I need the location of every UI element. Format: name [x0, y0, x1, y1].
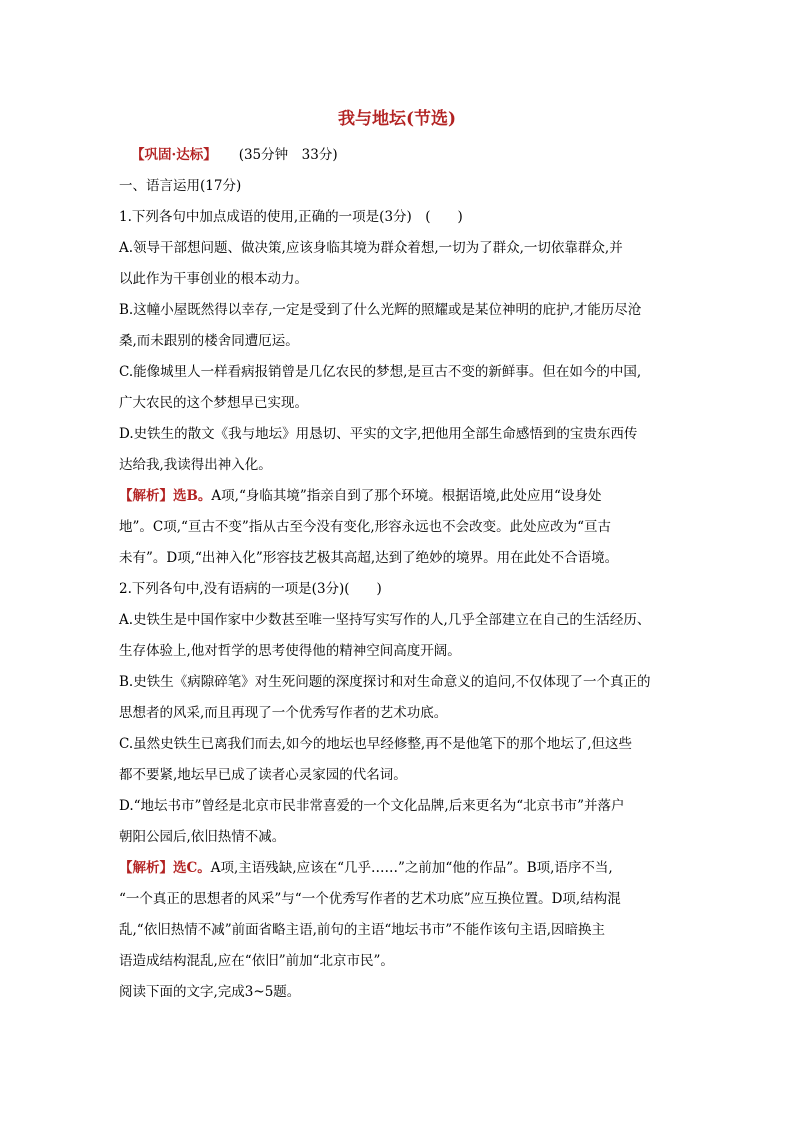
q1-analysis-label: 【解析】选B。	[119, 488, 212, 504]
q2-analysis-label: 【解析】选C。	[119, 860, 211, 876]
q1-option-b-line1: B.这幢小屋既然得以幸存,一定是受到了什么光辉的照耀或是某位神明的庇护,才能历尽沧	[119, 302, 642, 318]
q2-analysis-line1	[119, 858, 613, 878]
q1-option-d-line1: D.史铁生的散文《我与地坛》用恳切、平实的文字,把他用全部生命感悟到的宝贵东西传	[119, 426, 638, 442]
q2-option-c-line1: C.虽然史铁生已离我们而去,如今的地坛也早经修整,再不是他笔下的那个地坛了,但这些	[119, 736, 633, 752]
q2-analysis-text: A项,主语残缺,应该在“几乎……”之前加“他的作品”。B项,语序不当,	[210, 860, 613, 876]
q1-analysis-line2: 地”。C项,“亘古不变”指从古至今没有变化,形容永远也不会改变。此处应改为“亘古	[119, 519, 612, 535]
q2-option-c-line2: 都不要紧,地坛早已成了读者心灵家园的代名词。	[119, 767, 407, 783]
q1-option-a-line2: 以此作为干事创业的根本动力。	[119, 271, 308, 287]
q1-option-b-line2: 桑,而未跟别的楼舍同遭厄运。	[119, 333, 299, 349]
q1-option-c-line2: 广大农民的这个梦想早已实现。	[119, 395, 308, 411]
q2-analysis-line2: “一个真正的思想者的风采”与“一个优秀写作者的艺术功底”应互换位置。D项,结构混	[119, 891, 621, 907]
q1-option-a-line1: A.领导干部想问题、做决策,应该身临其境为群众着想,一切为了群众,一切依靠群众,并	[119, 240, 623, 256]
section-header	[131, 145, 338, 165]
q2-option-b-line1: B.史铁生《病隙碎笔》对生死问题的深度探讨和对生命意义的追问,不仅体现了一个真正的	[119, 674, 651, 690]
q2-option-a-line1: A.史铁生是中国作家中少数甚至唯一坚持写实写作的人,几乎全部建立在自己的生活经历、	[119, 612, 651, 628]
q1-option-c-line1: C.能像城里人一样看病报销曾是几亿农民的梦想,是亘古不变的新鲜事。但在如今的中国,	[119, 364, 642, 380]
q2-option-d-line2: 朝阳公园后,依旧热情不减。	[119, 829, 286, 845]
q2-analysis-line3: 乱,“依旧热情不减”前面省略主语,前句的主语“地坛书市”不能作该句主语,因暗换主	[119, 922, 605, 938]
section-tag: 【巩固·达标】	[131, 147, 217, 163]
q2-option-b-line2: 思想者的风采,而且再现了一个优秀写作者的艺术功底。	[119, 705, 448, 721]
q1-stem: 1.下列各句中加点成语的使用,正确的一项是(3分) ( )	[119, 209, 463, 225]
q1-analysis-text: A项,“身临其境”指亲自到了那个环境。根据语境,此处应用“设身处	[211, 488, 602, 504]
section-time-score: (35分钟 33分)	[238, 147, 338, 163]
q1-option-d-line2: 达给我,我读得出神入化。	[119, 457, 272, 473]
q2-stem: 2.下列各句中,没有语病的一项是(3分)( )	[119, 581, 382, 597]
q2-option-d-line1: D.“地坛书市”曾经是北京市民非常喜爱的一个文化品牌,后来更名为“北京书市”并落户	[119, 798, 625, 814]
q1-analysis-line3: 未有”。D项,“出神入化”形容技艺极其高超,达到了绝妙的境界。用在此处不合语境。	[119, 550, 619, 566]
page-title: 我与地坛(节选)	[337, 109, 457, 129]
part-heading: 一、语言运用(17分)	[119, 178, 242, 194]
q2-analysis-line4: 语造成结构混乱,应在“依旧”前加“北京市民”。	[119, 953, 394, 969]
q2-option-a-line2: 生存体验上,他对哲学的思考使得他的精神空间高度开阔。	[119, 643, 461, 659]
reading-prompt: 阅读下面的文字,完成3~5题。	[119, 984, 301, 1000]
q1-analysis-line1	[119, 486, 601, 506]
